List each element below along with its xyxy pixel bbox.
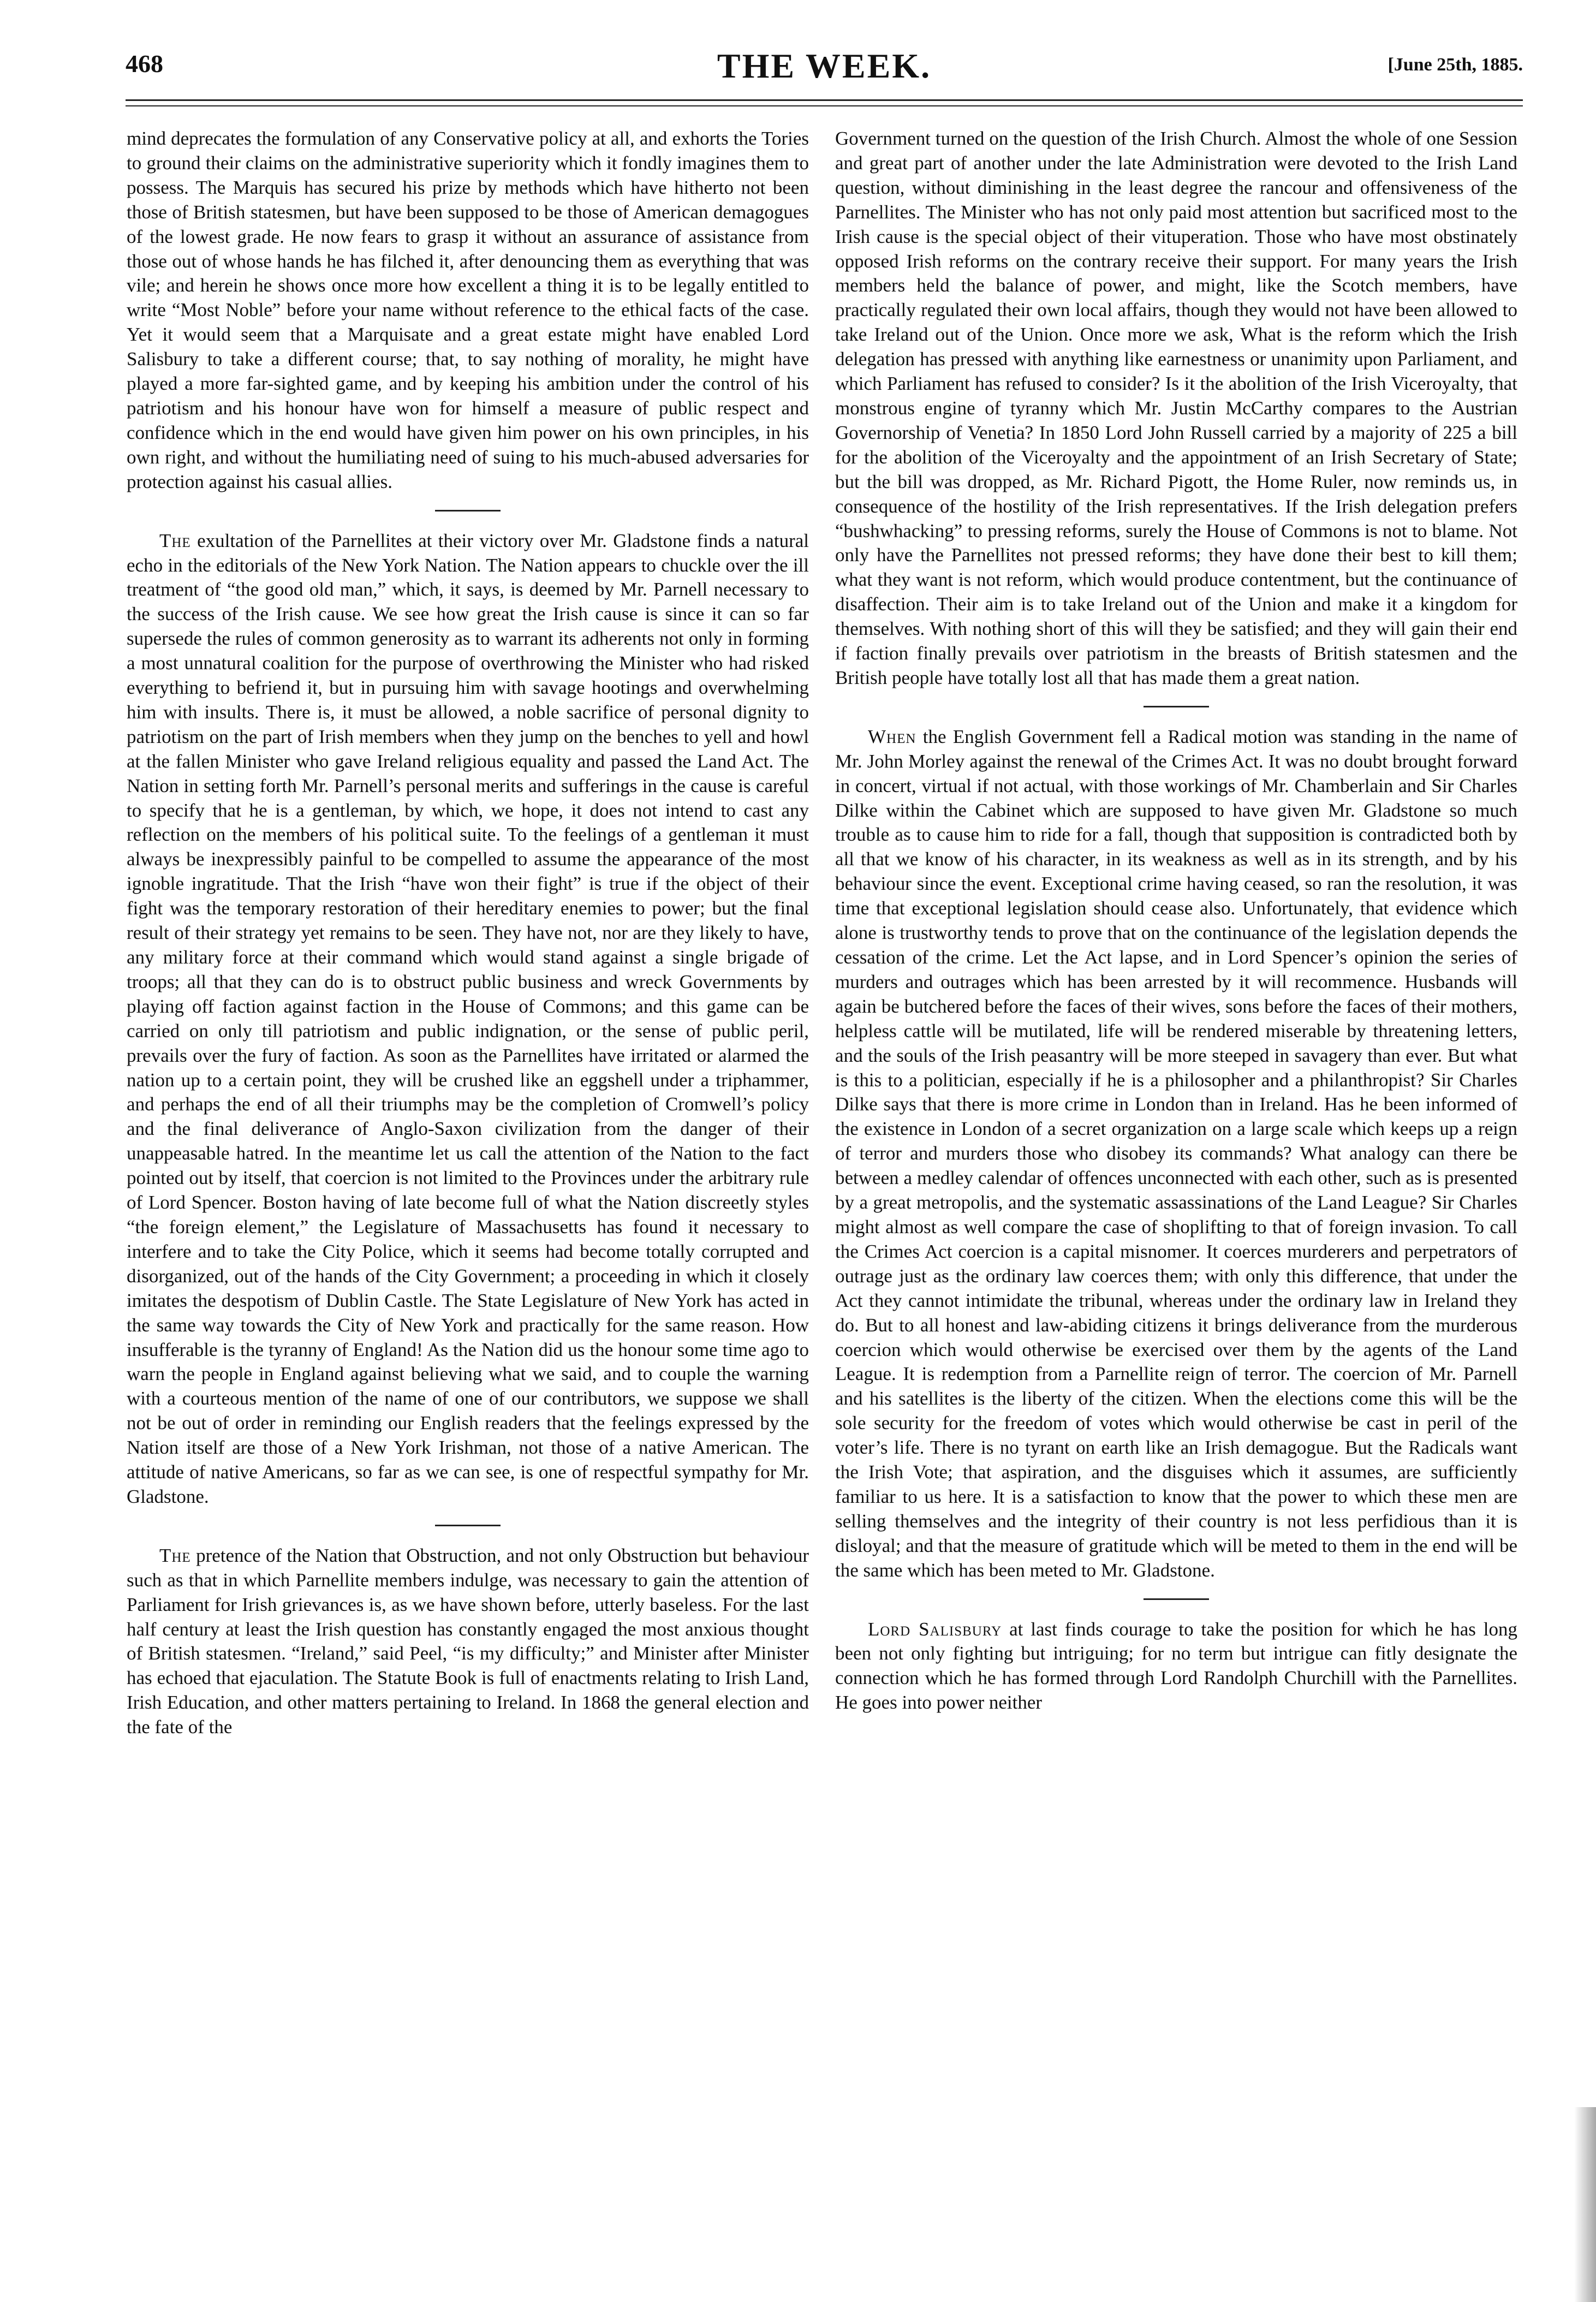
paragraph-body: exultation of the Parnellites at their victory over Mr. Gladstone finds a natural echo in the editorials of the New York Nation. The Nation appears to chuckle over the ill treatment of “the good old man,” which, it says, is deemed by Mr. Parnell necessary to the success of the Irish cause. We see how great the Irish cause is since it can so far supersede the rules of common generosity as to warrant its adherents not only in forming a most unnatural coalition for the purpose of overthrowing the Minister who had risked everything to befriend it, but in pursuing him with savage hootings and overwhelming him with insults. There is, it must be allowed, a noble sacrifice of personal dignity to patriotism on the part of Irish members when they jump on the benches to yell and howl at the fallen Minister who gave Ireland religious equality and passed the Land Act. The Nation in setting forth Mr. Parnell’s personal merits and sufferings in the cause is careful to specify that he is a gentleman, by which, we hope, it does not intend to cast any reflection on the members of his political suite. To the feelings of a gentleman it must always be inexpressibly painful to be compelled to assume the appearance of the most ignoble ingratitude. That the Irish “have won their fight” is true if the object of their fight was the temporary restoration of their hereditary enemies to power; but the final result of their strategy yet remains to be seen. They have not, nor are they likely to have, any military force at their command which would stand against a single brigade of troops; all that they can do is to obstruct public business and wreck Governments by playing off faction against faction in the House of Commons; and this game can be carried on only till patriotism and public indignation, or the sense of public peril, prevails over the fury of faction. As soon as the Parnellites have irritated or alarmed the nation up to a certain point, they will be crushed like an eggshell under a triphammer, and perhaps the end of all their triumphs may be the completion of Cromwell’s policy and the final deliverance of Anglo-Saxon civilization from the danger of their unappeasable hatred. In the meantime let us call the attention of the Nation to the fact pointed out by itself, that coercion is not limited to the Provinces under the arbitrary rule of Lord Spencer. Boston having of late become full of what the Nation discreetly styles “the foreign element,” the Legislature of Massachusetts has found it necessary to interfere and to take the City Police, which it seems had become totally corrupted and disorganized, out of the hands of the City Government; a proceeding in which it closely imitates the despotism of Dublin Castle. The State Legislature of New York has acted in the same way towards the City of New York and practically for the same reason. How insufferable is the tyranny of England! As the Nation did us the honour some time ago to warn the people in England against believing what we said, and to couple the warning with a courteous mention of the name of one of our contributors, we suppose we shall not be out of order in reminding our English readers that the feelings expressed by the Nation itself are those of a New York Irishman, not those of a native American. The attitude of native Americans, so far as we can see, is one of respectful sympathy for Mr. Gladstone.	[127, 530, 809, 1507]
article-paragraph	[835, 725, 1517, 1583]
paragraph-body: at last finds courage to take the position for which he has long been not only fighting but intriguing; for no term but intrigue can fitly designate the connection which he has formed through Lord Randolph Churchill with the Parnellites. He goes into power neither	[835, 1618, 1518, 1714]
page-number: 468	[126, 50, 163, 78]
section-divider	[1144, 706, 1209, 707]
paragraph-lead: The	[159, 530, 191, 551]
section-divider	[1144, 1598, 1209, 1600]
paragraph-lead: Lord Salisbury	[868, 1618, 1002, 1640]
paragraph-body: the English Government fell a Radical motion was standing in the name of Mr. John Morley against the renewal of the Crimes Act. It was no doubt brought forward in concert, virtual if not actual, with those workings of Mr. Chamberlain and Sir Charles Dilke within the Cabinet which are supposed to have given Mr. Gladstone so much trouble as to cause him to ride for a fall, though that supposition is contradicted both by all that we know of his character, in its weakness as well as in its strength, and by his behaviour since the event. Exceptional crime having ceased, so ran the resolution, it was time that exceptional legislation should cease also. Unfortunately, that evidence which alone is trustworthy tends to prove that on the continuance of the legislation depends the cessation of the crime. Let the Act lapse, and in Lord Spencer’s opinion the series of murders and outrages which has been arrested by it will recommence. Husbands will again be butchered before the faces of their wives, sons before the faces of their mothers, helpless cattle will be mutilated, life will be rendered miserable by threatening letters, and the souls of the Irish peasantry will be more steeped in savagery than ever. But what is this to a politician, especially if he is a philosopher and a philanthropist? Sir Charles Dilke says that there is more crime in London than in Ireland. Has he been informed of the existence in London of a secret organization on a large scale which keeps up a reign of terror and murders those who disobey its commands? What analogy can there be between a medley calendar of offences unconnected with each other, such as is presented by a great metropolis, and the systematic assassinations of the Land League? Sir Charles might almost as well compare the case of shoplifting to that of foreign invasion. To call the Crimes Act coercion is a capital misnomer. It coerces murderers and perpetrators of outrage just as the ordinary law coerces them; with only this difference, that under the Act they cannot intimidate the tribunal, whereas under the ordinary law in Ireland they do. But to all honest and law-abiding citizens it brings deliverance from the murderous coercion which would otherwise be exercised over them by the agents of the Land League. It is redemption from a Parnellite reign of terror. The coercion of Mr. Parnell and his satellites is the liberty of the citizen. When the elections come this will be the sole security for the freedom of votes which would otherwise be cast in peril of the voter’s life. There is no tyrant on earth like an Irish demagogue. But the Radicals want the Irish Vote; that aspiration, and the disguises which it assumes, are sufficiently familiar to us here. It is a satisfaction to know that the power to which these men are selling themselves and the integrity of their country is not less perfidious than it is disloyal; and that the measure of gratitude which will be meted to them in the end will be the same which has been meted to Mr. Gladstone.	[835, 725, 1517, 1581]
article-paragraph: mind deprecates the formulation of any Conservative policy at all, and exhorts the Tories to ground their claims on the administrative superiority which it fondly imagines them to possess. The Marquis has secured his prize by methods which have hitherto not been those of British statesmen, but have been supposed to be those of American demagogues of the lowest grade. He now fears to grasp it without an assurance of assistance from those out of whose hands he has filched it, after denouncing them as everything that was vile; and herein he shows once more how excellent a thing it is to be legally entitled to write “Most Noble” before your name without reference to the ethical facts of the case. Yet it would seem that a Marquisate and a great estate might have enabled Lord Salisbury to take a different course; that, to say nothing of morality, he might have played a more far-sighted game, and by keeping his ambition under the control of his patriotism and his honour have won for himself a measure of public respect and confidence which in the end would have given him power on his own principles, in his own right, and without the humiliating need of suing to his much-abused adversaries for protection against his casual allies.	[127, 128, 809, 492]
section-divider	[435, 510, 501, 511]
paragraph-lead: When	[868, 725, 916, 747]
article-paragraph: Government turned on the question of the Irish Church. Almost the whole of one Session and great part of another under the late Administration were devoted to the Irish Land question, without diminishing in the least degree the rancour and offensiveness of the Parnellites. The Minister who has not only paid most attention but sacrificed most to the Irish cause is the special object of their vituperation. Those who have most obstinately opposed Irish reforms on the contrary receive their support. For many years the Irish members held the balance of power, and might, like the Scotch members, have practically regulated their own local affairs, though they would not have been allowed to take Ireland out of the Union. Once more we ask, What is the reform which the Irish delegation has pressed with anything like earnestness or unanimity upon Parliament, and which Parliament has refused to consider? Is it the abolition of the Irish Viceroyalty, that monstrous engine of tyranny which Mr. Justin McCarthy compares to the Austrian Governorship of Venetia? In 1850 Lord John Russell carried by a majority of 225 a bill for the abolition of the Viceroyalty and the appointment of an Irish Secretary of State; but the bill was dropped, as Mr. Richard Pigott, the Home Ruler, now reminds us, in consequence of the hostility of the Irish representatives. If the Irish delegation prefers “bushwhacking” to pressing reforms, surely the House of Commons is not to blame. Not only have the Parnellites not pressed reforms; they have done their best to kill them; what they want is not reform, which would produce contentment, but the continuance of disaffection. Their aim is to take Ireland out of the Union and make it a kingdom for themselves. With nothing short of this will they be satisfied; and they will gain their end if faction finally prevails over patriotism in the breasts of British statesmen and the British people have totally lost all that has made them a great nation.	[835, 128, 1517, 688]
article-paragraph	[127, 1544, 809, 1740]
article-paragraph	[127, 529, 809, 1509]
page-header	[126, 46, 1523, 98]
left-column	[127, 127, 809, 1740]
scan-edge-shadow	[1574, 2107, 1596, 2302]
right-column	[835, 127, 1517, 1715]
journal-title: THE WEEK.	[717, 46, 932, 85]
article-paragraph	[835, 1617, 1517, 1716]
paragraph-body: pretence of the Nation that Obstruction, and not only Obstruction but behaviour such as that in which Parnellite members indulge, was necessary to gain the attention of Parliament for Irish grievances is, as we have shown before, utterly baseless. For the last half century at least the Irish question has constantly engaged the most anxious thought of British statesmen. “Ireland,” said Peel, “is my difficulty;” and Minister after Minister has echoed that ejaculation. The Statute Book is full of enactments relating to Irish Land, Irish Education, and other matters pertaining to Ireland. In 1868 the general election and the fate of the	[127, 1544, 809, 1738]
paragraph-lead: The	[159, 1544, 191, 1566]
header-rule	[126, 99, 1523, 106]
section-divider	[435, 1525, 501, 1526]
issue-date: [June 25th, 1885.	[1387, 55, 1523, 75]
